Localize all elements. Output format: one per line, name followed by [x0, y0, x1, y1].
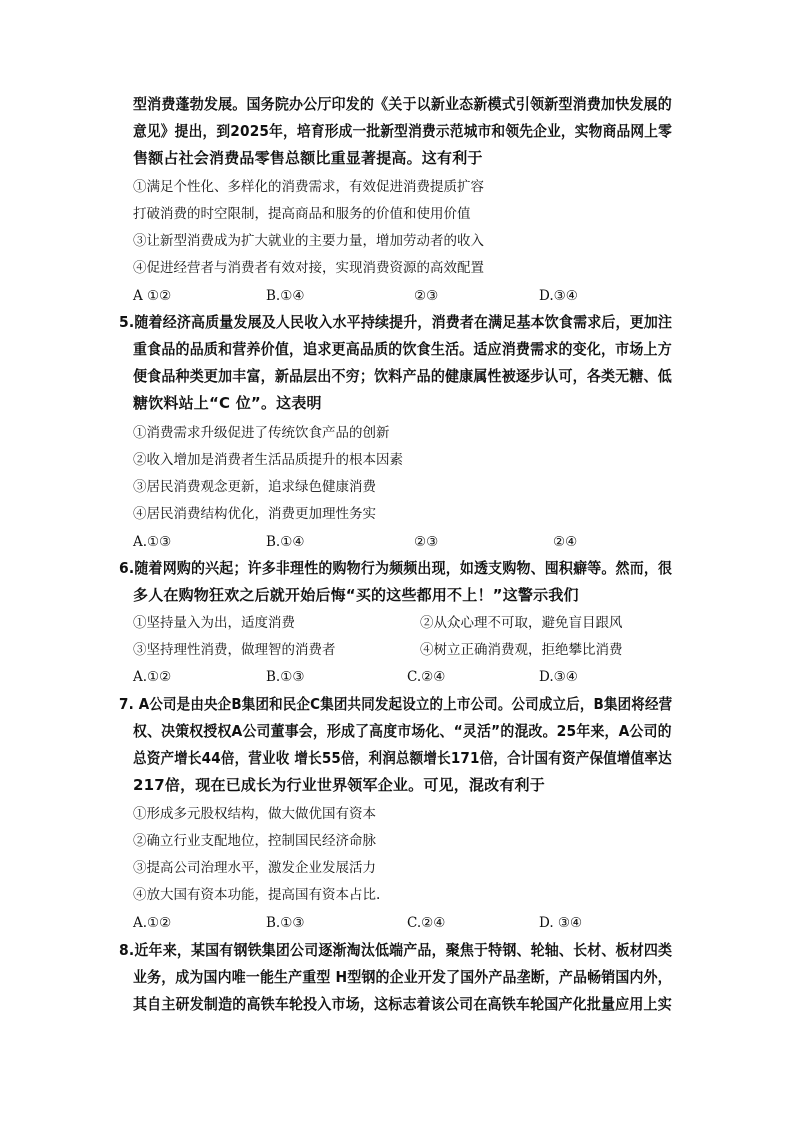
question-4-stem-line-1: 型消费蓬勃发展。国务院办公厅印发的《关于以新业态新模式引领新型消费加快发展的 [133, 95, 672, 113]
question-7-stem-line-2: 权、决策权授权A公司董事会，形成了高度市场化、“灵活”的混改。25年来，A公司的 [133, 722, 672, 740]
question-8-stem-line-3: 其自主研发制造的高铁车轮投入市场，这标志着该公司在高铁车轮国产化批量应用上实 [133, 995, 672, 1013]
question-6-option-1: ①坚持量入为出，适度消费 [133, 615, 295, 631]
question-5-option-2: ②收入增加是消费者生活品质提升的根本因素 [133, 452, 403, 468]
question-7-choice-a: A.①② [133, 915, 172, 931]
question-8-stem-line-1: 8.近年来，某国有钢铁集团公司逐渐淘汰低端产品，聚焦于特钢、轮轴、长材、板材四类 [119, 941, 673, 959]
question-7-option-3: ③提高公司治理水平，激发企业发展活力 [133, 860, 376, 876]
question-6-option-4: ④树立正确消费观，拒绝攀比消费 [420, 642, 623, 658]
question-4-option-3: ③让新型消费成为扩大就业的主要力量，增加劳动者的收入 [133, 233, 484, 249]
question-7-choice-b: B.①③ [266, 915, 305, 931]
question-7-stem-line-1: 7. A公司是由央企B集团和民企C集团共同发起设立的上市公司。公司成立后，B集团将经营 [119, 695, 673, 713]
question-4-choice-c: ②③ [414, 288, 439, 304]
question-6-choice-c: C.②④ [407, 669, 446, 685]
question-5-choice-c: ②③ [414, 534, 439, 550]
question-8-stem-line-2: 业务，成为国内唯一能生产重型 H型钢的企业开发了国外产品垄断，产品畅销国内外， [133, 968, 672, 986]
question-6-choice-b: B.①③ [266, 669, 305, 685]
question-4-stem-line-2: 意见》提出，到2025年，培育形成一批新型消费示范城市和领先企业，实物商品网上零 [133, 122, 673, 140]
question-4-choice-d: D.③④ [539, 288, 578, 304]
question-5-option-3: ③居民消费观念更新，追求绿色健康消费 [133, 479, 376, 495]
question-7-option-1: ①形成多元股权结构，做大做优国有资本 [133, 806, 376, 822]
question-4-stem-line-3: 售额占社会消费品零售总额比重显著提高。这有利于 [133, 149, 483, 167]
question-6-option-2: ②从众心理不可取，避免盲目跟风 [420, 615, 623, 631]
question-6-option-3: ③坚持理性消费，做理智的消费者 [133, 642, 336, 658]
question-5-option-4: ④居民消费结构优化，消费更加理性务实 [133, 506, 376, 522]
question-4-choice-a: A ①② [133, 288, 172, 304]
question-7-choice-d: D. ③④ [539, 915, 583, 931]
question-5-stem-line-2: 重食品的品质和营养价值，追求更高品质的饮食生活。适应消费需求的变化，市场上方 [133, 340, 672, 358]
question-7-choice-c: C.②④ [407, 915, 446, 931]
question-5-choice-d: ②④ [553, 534, 578, 550]
question-5-choice-b: B.①④ [266, 534, 305, 550]
question-7-option-2: ②确立行业支配地位，控制国民经济命脉 [133, 833, 376, 849]
question-7-stem-line-3: 总资产增长44倍，营业收 增长55倍，利润总额增长171倍，合计国有资产保值增值率达 [133, 749, 672, 767]
question-6-stem-line-1: 6.随着网购的兴起；许多非理性的购物行为频频出现，如透支购物、囤积癖等。然而，很 [119, 559, 673, 577]
question-5-stem-line-3: 便食品种类更加丰富，新品层出不穷；饮料产品的健康属性被逐步认可，各类无糖、低 [133, 367, 672, 385]
question-5-stem-line-1: 5.随着经济高质量发展及人民收入水平持续提升，消费者在满足基本饮食需求后，更加注 [119, 313, 673, 331]
question-6-stem-line-2: 多人在购物狂欢之后就开始后悔“买的这些都用不上！”这警示我们 [133, 586, 579, 604]
question-6-choice-d: D.③④ [539, 669, 578, 685]
question-5-stem-line-4: 糖饮料站上“C 位”。这表明 [133, 394, 322, 412]
question-4-option-1: ①满足个性化、多样化的消费需求，有效促进消费提质扩容 [133, 179, 484, 195]
question-4-choice-b: B.①④ [266, 288, 305, 304]
question-5-choice-a: A.①③ [133, 534, 172, 550]
question-5-option-1: ①消费需求升级促进了传统饮食产品的创新 [133, 425, 390, 441]
question-4-option-2: 打破消费的时空限制，提高商品和服务的价值和使用价值 [133, 206, 471, 222]
question-7-option-4: ④放大国有资本功能，提高国有资本占比. [133, 887, 381, 903]
question-7-stem-line-4: 217倍，现在已成长为行业世界领军企业。可见，混改有利于 [133, 776, 545, 794]
question-4-option-4: ④促进经营者与消费者有效对接，实现消费资源的高效配置 [133, 260, 484, 276]
question-6-choice-a: A.①② [133, 669, 172, 685]
